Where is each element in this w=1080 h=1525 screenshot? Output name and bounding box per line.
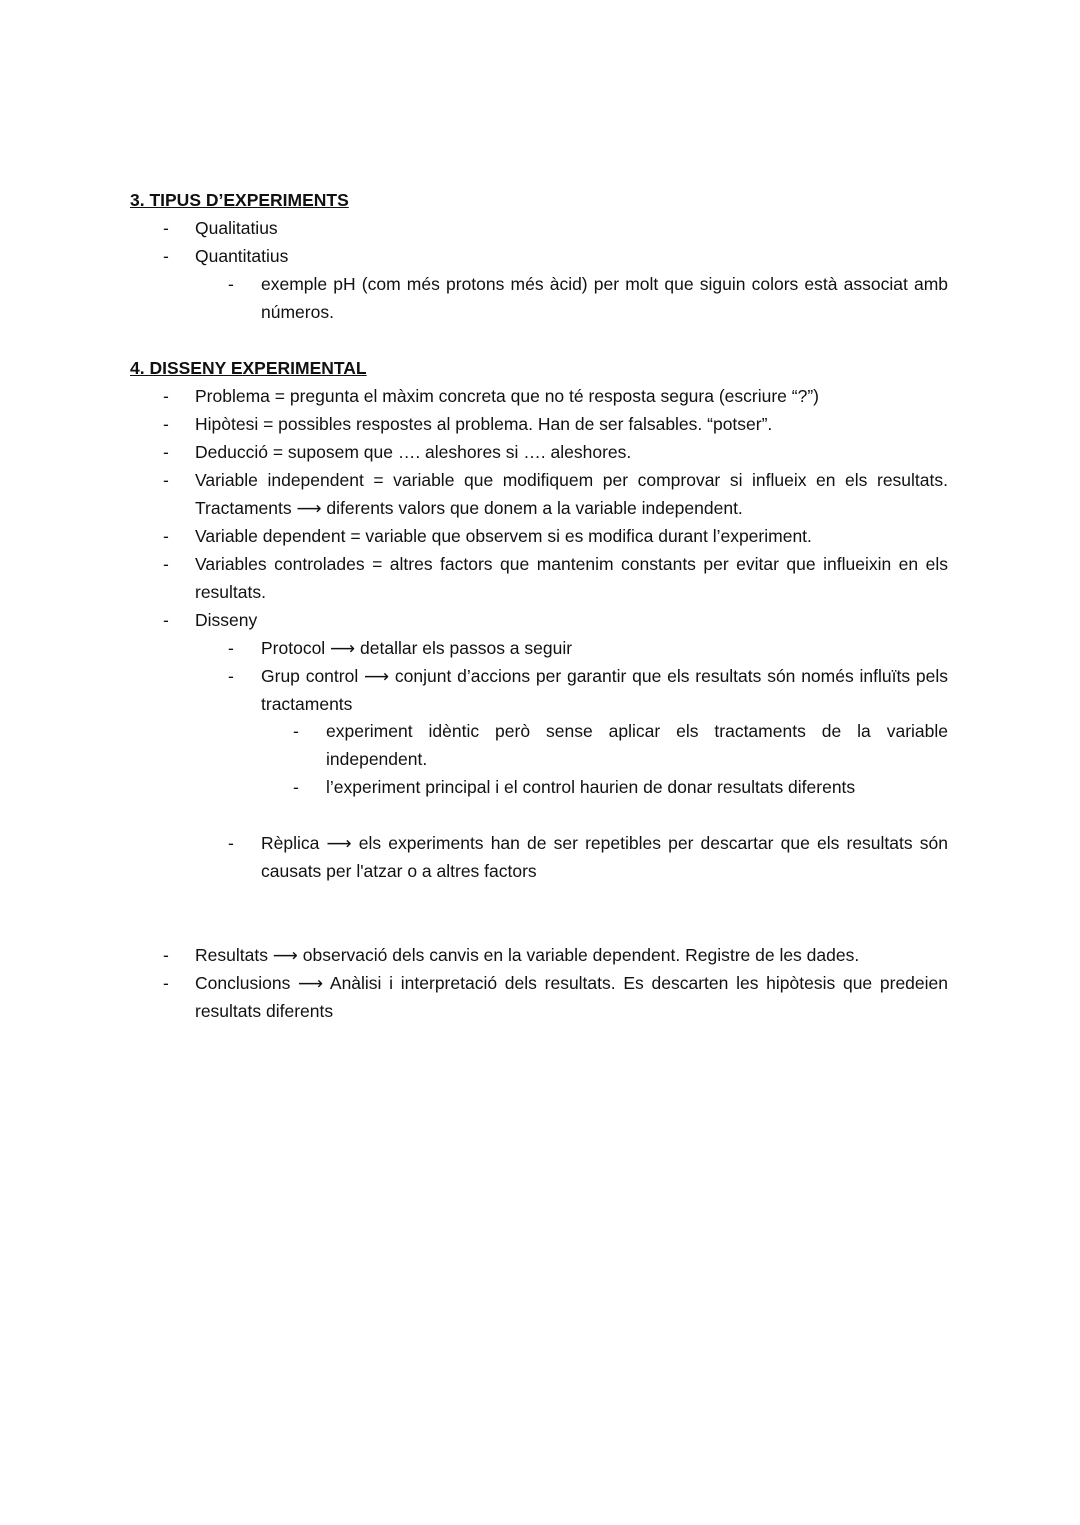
list-item-grup-control bbox=[228, 662, 948, 718]
list-item-text: Disseny bbox=[195, 610, 258, 630]
bullet-dash: - bbox=[163, 386, 169, 406]
section-heading-disseny-experimental: 4. DISSENY EXPERIMENTAL bbox=[130, 358, 367, 378]
bullet-dash: - bbox=[163, 973, 169, 993]
list-item-hipotesi bbox=[163, 410, 948, 438]
bullet-dash: - bbox=[163, 610, 169, 630]
list-item-qualitatius bbox=[163, 214, 948, 242]
list-item-text: Problema = pregunta el màxim concreta que no té resposta segura (escriure “?”) bbox=[195, 386, 819, 406]
bullet-dash: - bbox=[228, 638, 234, 658]
list-item-text: l’experiment principal i el control haurien de donar resultats diferents bbox=[326, 777, 856, 797]
list-item-text: Variables controlades = altres factors que mantenim constants per evitar que influeixin en els resultats. bbox=[195, 554, 948, 602]
bullet-dash: - bbox=[163, 554, 169, 574]
section-heading-tipus-experiments: 3. TIPUS D’EXPERIMENTS bbox=[130, 190, 349, 210]
list-item-text: exemple pH (com més protons més àcid) per molt que siguin colors està associat amb números. bbox=[261, 274, 948, 322]
list-item-text: Grup control ⟶ conjunt d’accions per garantir que els resultats són només influïts pels tractaments bbox=[261, 666, 948, 714]
list-item-variable-dependent bbox=[163, 522, 948, 550]
list-item-experiment-identic bbox=[293, 717, 948, 773]
list-item-text: Hipòtesi = possibles respostes al problema. Han de ser falsables. “potser”. bbox=[195, 414, 773, 434]
bullet-dash: - bbox=[228, 274, 234, 294]
bullet-dash: - bbox=[228, 833, 234, 853]
list-item-problema bbox=[163, 382, 948, 410]
list-item-text: Rèplica ⟶ els experiments han de ser repetibles per descartar que els resultats són causats per l'atzar o a altres factors bbox=[261, 833, 948, 881]
list-item-protocol bbox=[228, 634, 948, 662]
list-item-text: Variable dependent = variable que observem si es modifica durant l’experiment. bbox=[195, 526, 812, 546]
list-item-variable-independent bbox=[163, 466, 948, 522]
list-item-experiment-principal bbox=[293, 773, 948, 801]
bullet-dash: - bbox=[163, 218, 169, 238]
bullet-dash: - bbox=[163, 526, 169, 546]
list-item-text: Conclusions ⟶ Anàlisi i interpretació dels resultats. Es descarten les hipòtesis que predeien resultats diferents bbox=[195, 973, 948, 1021]
bullet-dash: - bbox=[163, 470, 169, 490]
list-item-text: Qualitatius bbox=[195, 218, 278, 238]
list-item-replica bbox=[228, 829, 948, 885]
list-item-variables-controlades bbox=[163, 550, 948, 606]
list-item-conclusions bbox=[163, 969, 948, 1025]
list-item-text: Protocol ⟶ detallar els passos a seguir bbox=[261, 638, 573, 658]
list-item-text: Quantitatius bbox=[195, 246, 289, 266]
bullet-dash: - bbox=[293, 721, 299, 741]
list-item-text: Variable independent = variable que modifiquem per comprovar si influeix en els resultats. Tractaments ⟶ diferents valors que donem a la variable independent. bbox=[195, 470, 948, 518]
bullet-dash: - bbox=[163, 442, 169, 462]
bullet-dash: - bbox=[163, 414, 169, 434]
list-item-disseny bbox=[163, 606, 948, 634]
list-item-quantitatius bbox=[163, 242, 948, 270]
list-item-text: Resultats ⟶ observació dels canvis en la variable dependent. Registre de les dades. bbox=[195, 945, 860, 965]
bullet-dash: - bbox=[163, 945, 169, 965]
list-item-deduccio bbox=[163, 438, 948, 466]
list-item-text: experiment idèntic però sense aplicar els tractaments de la variable independent. bbox=[326, 721, 948, 769]
list-item-text: Deducció = suposem que …. aleshores si …. aleshores. bbox=[195, 442, 632, 462]
bullet-dash: - bbox=[293, 777, 299, 797]
list-item-resultats bbox=[163, 941, 948, 969]
list-item-exemple-ph bbox=[228, 270, 948, 326]
bullet-dash: - bbox=[163, 246, 169, 266]
bullet-dash: - bbox=[228, 666, 234, 686]
